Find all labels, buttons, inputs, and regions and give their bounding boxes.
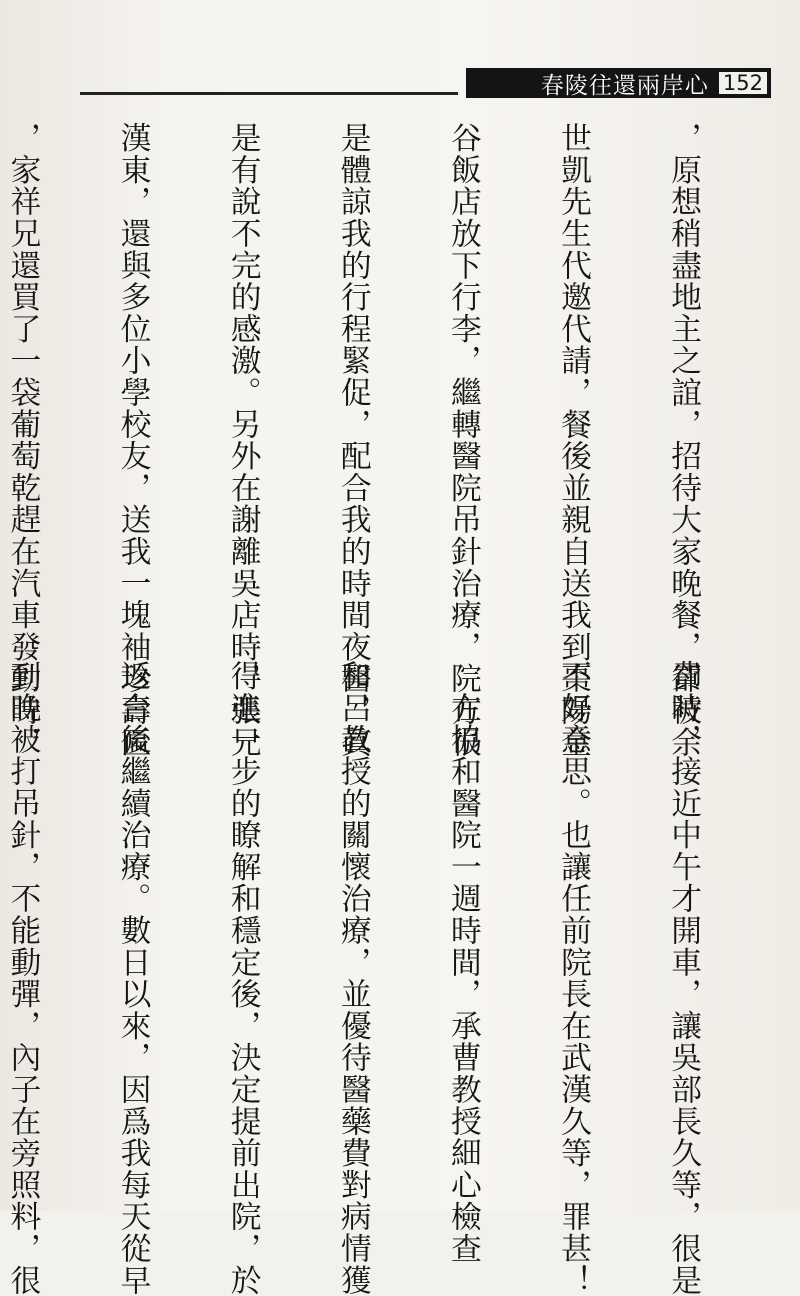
text-column: 到晚被打吊針，不能動彈，內子在旁照料，很: [4, 660, 41, 1296]
text-column: 世凱先生代邀代請，餐後並親自送我到棗陽金: [555, 122, 592, 758]
text-column: 是有說不完的感激。另外在謝離吳店時，張兄: [225, 122, 262, 758]
text-column: 費時，接近中午才開車，讓吳部長久等，很是: [665, 660, 702, 1296]
text-column: 不好意思。也讓任前院長在武漢久等，罪甚！: [555, 660, 592, 1296]
text-column: 谷飯店放下行李，繼轉醫院吊針治療，院方很: [445, 122, 482, 758]
running-header: [466, 68, 771, 98]
lower-text-block: [4, 660, 775, 1296]
text-column: 返台後繼續治療。數日以來，因爲我每天從早: [115, 660, 152, 1296]
text-column: 是體諒我的行程緊促，配合我的時間夜醫，眞: [335, 122, 372, 758]
text-column: 在協和醫院一週時間，承曹教授細心檢查: [445, 660, 482, 1265]
running-title: 春陵往還兩岸心: [540, 72, 709, 99]
text-column: ，原想稍盡地主之誼，招待大家晚餐，卻被余: [665, 122, 702, 758]
upper-text-block: [4, 122, 775, 758]
header-rule: [80, 92, 458, 95]
page-number: 152: [717, 70, 769, 96]
text-column: 漢東，還與多位小學校友，送我一塊袖珍壽匾: [115, 122, 152, 758]
text-column: ，家祥兄還買了一袋葡萄乾趕在汽車發動時，: [4, 122, 41, 758]
text-column: 和呂教授的關懷治療，並優待醫藥費對病情獲: [335, 660, 372, 1296]
text-column: 得進一步的瞭解和穩定後，決定提前出院，於: [225, 660, 262, 1296]
